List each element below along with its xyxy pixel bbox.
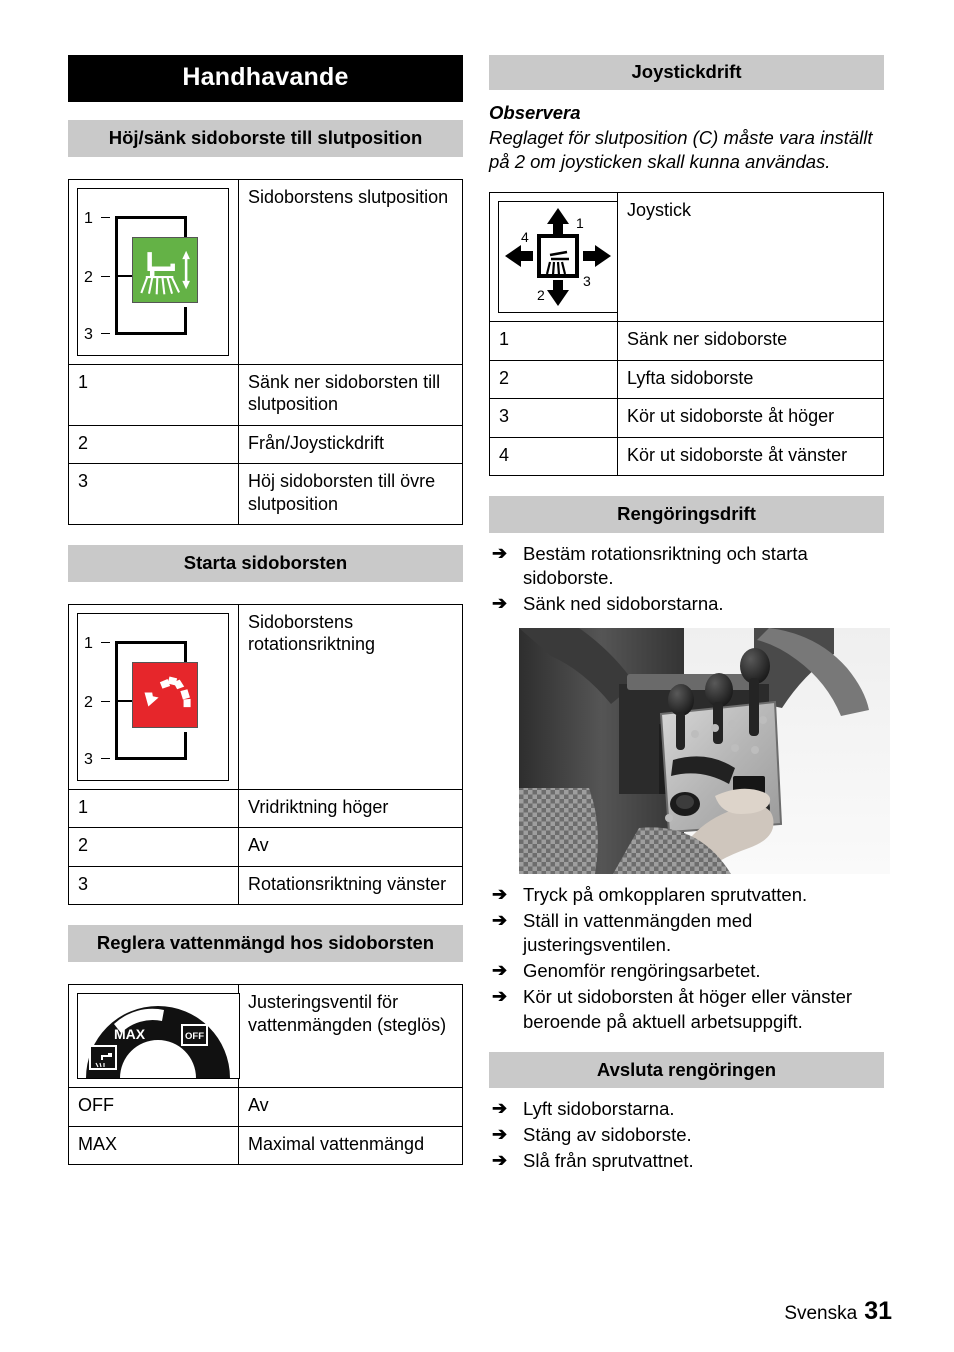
list-item [489,909,884,957]
list-item-text: Ställ in vattenmängden med justeringsventilen. [523,910,753,956]
row-text: Maximal vattenmängd [239,1126,463,1165]
right-column [489,55,884,1175]
arrow-down [547,280,569,306]
table-row [69,364,463,425]
table-row [69,179,463,364]
section-heading-raise-lower: Höj/sänk sidoborste till slutposition [68,120,463,157]
table-row [69,1126,463,1165]
section-heading-joystick-operation: Joystickdrift [489,55,884,90]
tick-2 [101,276,110,278]
list-item-text: Lyft sidoborstarna. [523,1098,675,1120]
joystick-number-left: 4 [521,229,529,246]
row-text: Sänk ner sidoborsten till slutposition [239,364,463,425]
arrow-left [505,245,533,267]
arrow-bullet-icon: ➔ [492,1124,508,1145]
page-footer [784,1297,892,1326]
three-position-ladder-icon [77,188,229,356]
finish-cleaning-steps [489,1097,884,1173]
row-number: 3 [69,866,239,905]
joystick-icon-frame [498,201,618,313]
table-row [69,789,463,828]
joystick-four-way-icon [499,202,617,312]
tick-1 [101,642,110,644]
valve-off-badge [182,1025,207,1045]
arrow-right [583,245,611,267]
list-item-text: Genomför rengöringsarbetet. [523,960,761,982]
row-text: Höj sidoborsten till övre slutposition [239,464,463,525]
position-label-3: 3 [84,325,93,343]
row-number: 1 [69,789,239,828]
footer-language: Svenska [784,1303,858,1324]
rail-bottom [115,757,187,760]
rail-top [115,216,187,219]
row-text: Kör ut sidoborste åt höger [618,399,884,438]
table-row [69,425,463,464]
rail-top [115,641,187,644]
tick-2 [101,701,110,703]
rotation-caption-cell: Sidoborstens rotationsriktning [239,604,463,789]
row-number: 2 [490,360,618,399]
control-levers-photo [519,628,890,874]
table-row [69,1088,463,1127]
position-label-2: 2 [84,268,93,286]
chapter-title-bar: Handhavande [68,55,463,102]
note-title: Observera [489,101,581,123]
arrow-up [547,208,569,234]
table-row [69,464,463,525]
arrow-bullet-icon: ➔ [492,593,508,614]
arrow-bullet-icon: ➔ [492,910,508,931]
table-row [69,604,463,789]
table-row [69,985,463,1088]
arrow-bullet-icon: ➔ [492,986,508,1007]
table-row [490,360,884,399]
position-label-3: 3 [84,750,93,768]
row-text: Vridriktning höger [239,789,463,828]
joystick-number-down: 2 [537,287,545,304]
three-position-ladder-icon [77,613,229,781]
end-position-caption-cell: Sidoborstens slutposition [239,179,463,364]
water-valve-table [68,984,463,1165]
section-heading-start-broom: Starta sidoborsten [68,545,463,582]
section-heading-cleaning-operation: Rengöringsdrift [489,496,884,533]
row-text: Kör ut sidoborste åt vänster [618,437,884,476]
joystick-table [489,192,884,476]
note-body: Reglaget för slutposition (C) måste vara inställt på 2 om joysticken skall kunna användas. [489,126,873,173]
footer-page-number: 31 [864,1297,892,1325]
valve-caption-cell: Justeringsventil för vattenmängden (steglös) [239,985,463,1088]
row-text: Av [239,828,463,867]
end-position-table [68,179,463,526]
row-number: 3 [490,399,618,438]
valve-icon-frame [77,993,240,1079]
water-valve-arc-icon [78,994,239,1078]
list-item-text: Sänk ned sidoborstarna. [523,593,724,615]
table-row [69,828,463,867]
arrow-bullet-icon: ➔ [492,1150,508,1171]
list-item [489,1149,884,1173]
list-item-text: Tryck på omkopplaren sprutvatten. [523,884,808,906]
section-heading-water-volume: Reglera vattenmängd hos sidoborsten [68,925,463,962]
row-text: Från/Joystickdrift [239,425,463,464]
row-number: 3 [69,464,239,525]
table-row [490,322,884,361]
row-number: 1 [69,364,239,425]
joystick-number-up: 1 [576,215,584,232]
list-item [489,959,884,983]
rail-right-bottom [184,732,187,760]
left-column [68,55,463,1165]
valve-faucet-badge [90,1046,116,1069]
cleaning-steps-after-photo [489,883,884,1033]
valve-max-label: MAX [114,1026,146,1043]
list-item-text: Bestäm rotationsriktning och starta sidoborste. [523,543,808,589]
tick-3 [101,333,110,335]
arrow-bullet-icon: ➔ [492,543,508,564]
joystick-number-right: 3 [583,273,591,290]
list-item-text: Stäng av sidoborste. [523,1124,692,1146]
tick-3 [101,758,110,760]
list-item [489,1097,884,1121]
tick-1 [101,217,110,219]
arrow-bullet-icon: ➔ [492,884,508,905]
rotation-direction-table [68,604,463,906]
table-row [490,193,884,322]
joystick-pictogram-cell [490,193,618,322]
rail-right-bottom [184,307,187,335]
rotation-direction-symbol-icon [132,662,198,728]
broom-height-symbol-icon [132,237,198,303]
svg-text:OFF: OFF [185,1031,204,1043]
table-row [490,399,884,438]
list-item-text: Kör ut sidoborsten åt höger eller vänster beroende på aktuell arbetsuppgift. [523,986,853,1032]
row-number: 1 [490,322,618,361]
row-number: OFF [69,1088,239,1127]
position-label-1: 1 [84,209,93,227]
row-text: Rotationsriktning vänster [239,866,463,905]
end-position-pictogram-cell [69,179,239,364]
row-number: 4 [490,437,618,476]
list-item [489,592,884,616]
row-number: 2 [69,828,239,867]
position-label-2: 2 [84,693,93,711]
position-label-1: 1 [84,634,93,652]
list-item [489,1123,884,1147]
cleaning-steps-before-photo [489,542,884,616]
row-number: 2 [69,425,239,464]
arrow-bullet-icon: ➔ [492,960,508,981]
list-item-text: Slå från sprutvattnet. [523,1150,694,1172]
row-text: Sänk ner sidoborste [618,322,884,361]
arrow-bullet-icon: ➔ [492,1098,508,1119]
table-row [490,437,884,476]
row-text: Av [239,1088,463,1127]
row-text: Lyfta sidoborste [618,360,884,399]
list-item [489,883,884,907]
list-item [489,985,884,1033]
valve-pictogram-cell [69,985,239,1088]
rotation-pictogram-cell [69,604,239,789]
row-number: MAX [69,1126,239,1165]
two-column-layout [68,55,894,1175]
section-heading-finish-cleaning: Avsluta rengöringen [489,1052,884,1089]
joystick-caption-cell: Joystick [618,193,884,322]
table-row [69,866,463,905]
list-item [489,542,884,590]
rail-bottom [115,332,187,335]
